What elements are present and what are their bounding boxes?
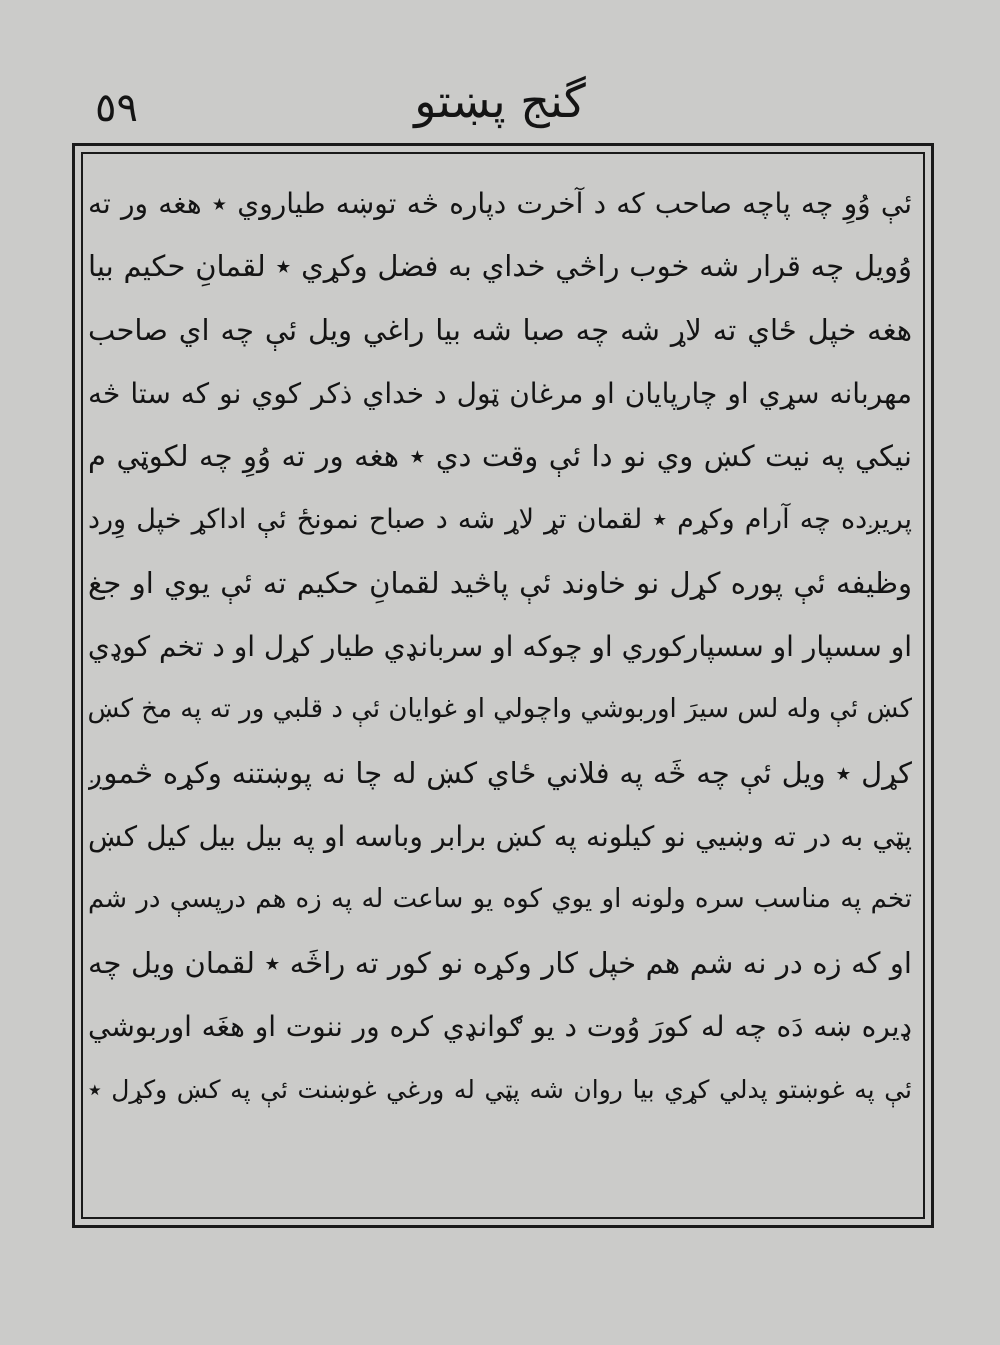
text-line: وُویل چه قرار شه خوب راڅي خداي به فضل وکړي ٭ لقمانِ حکیم بیا — [88, 249, 912, 284]
text-line: تخم په مناسب سره ولونه او یوي کوه یو ساعت له په زه هم درپسې در شم — [88, 884, 912, 915]
text-line: وظیفه ئې پوره کړل نو خاوند ئې پاڅید لقمانِ حکیم ته ئې یوي او جغ — [88, 565, 912, 600]
text-line: او سسپار او سسپارکوري او چوکه او سربانډي طیار کړل او د تخم کوډي — [88, 630, 912, 664]
text-line: پټي به در ته وښیي نو کیلونه په کښ برابر وباسه او په بیل بیل کیل کښ — [88, 819, 912, 853]
text-line: ئې په غوښتو پدلي کړي بیا روان شه پټي له ورغي غوښنت ئې په کښ وکړل ٭ — [88, 1075, 912, 1105]
text-line: ئې وُوِ چه پاچه صاحب که د آخرت دپاره څه توښه طیاروي ٭ هغه ور ته — [88, 187, 912, 220]
text-line: نیکي په نیت کښ وي نو دا ئې وقت دي ٭ هغه ور ته وُوِ چه لکوټي م — [88, 439, 912, 474]
running-title: گنج پښتو — [414, 74, 586, 128]
text-line: ډیره ښه دَه چه له کورَ وُوت د یو ګوانډي کره ور ننوت او هغَه اوربوشي — [88, 1009, 912, 1043]
text-line: مهربانه سړي او چارپایان او مرغان ټول د خداي ذکر کوي نو که ستا څه — [88, 376, 912, 410]
text-line: پریږده چه آرام وکړم ٭ لقمان تړ لاړ شه د صباح نمونځ ئې اداکړ خپل وِرد — [88, 504, 912, 536]
page-number: ٥٩ — [95, 85, 138, 131]
text-line: کړل ٭ ویل ئې چه څَه په فلاني ځاي کښ له چا نه پوښتنه وکړه څموږ — [88, 755, 912, 790]
body-text — [88, 172, 912, 1121]
text-line: او که زه در نه شم هم خپل کار وکړه نو کور ته راڅَه ٭ لقمان ویل چه — [88, 945, 912, 980]
text-line: هغه خپل ځاي ته لاړ شه چه صبا شه بیا راغي ویل ئې چه اي صاحب — [88, 312, 912, 347]
text-line: کښ ئې وله لس سیرَ اوربوشي واچولي او غوایان ئې د قلبي ور ته په مخ کښ — [88, 694, 912, 725]
